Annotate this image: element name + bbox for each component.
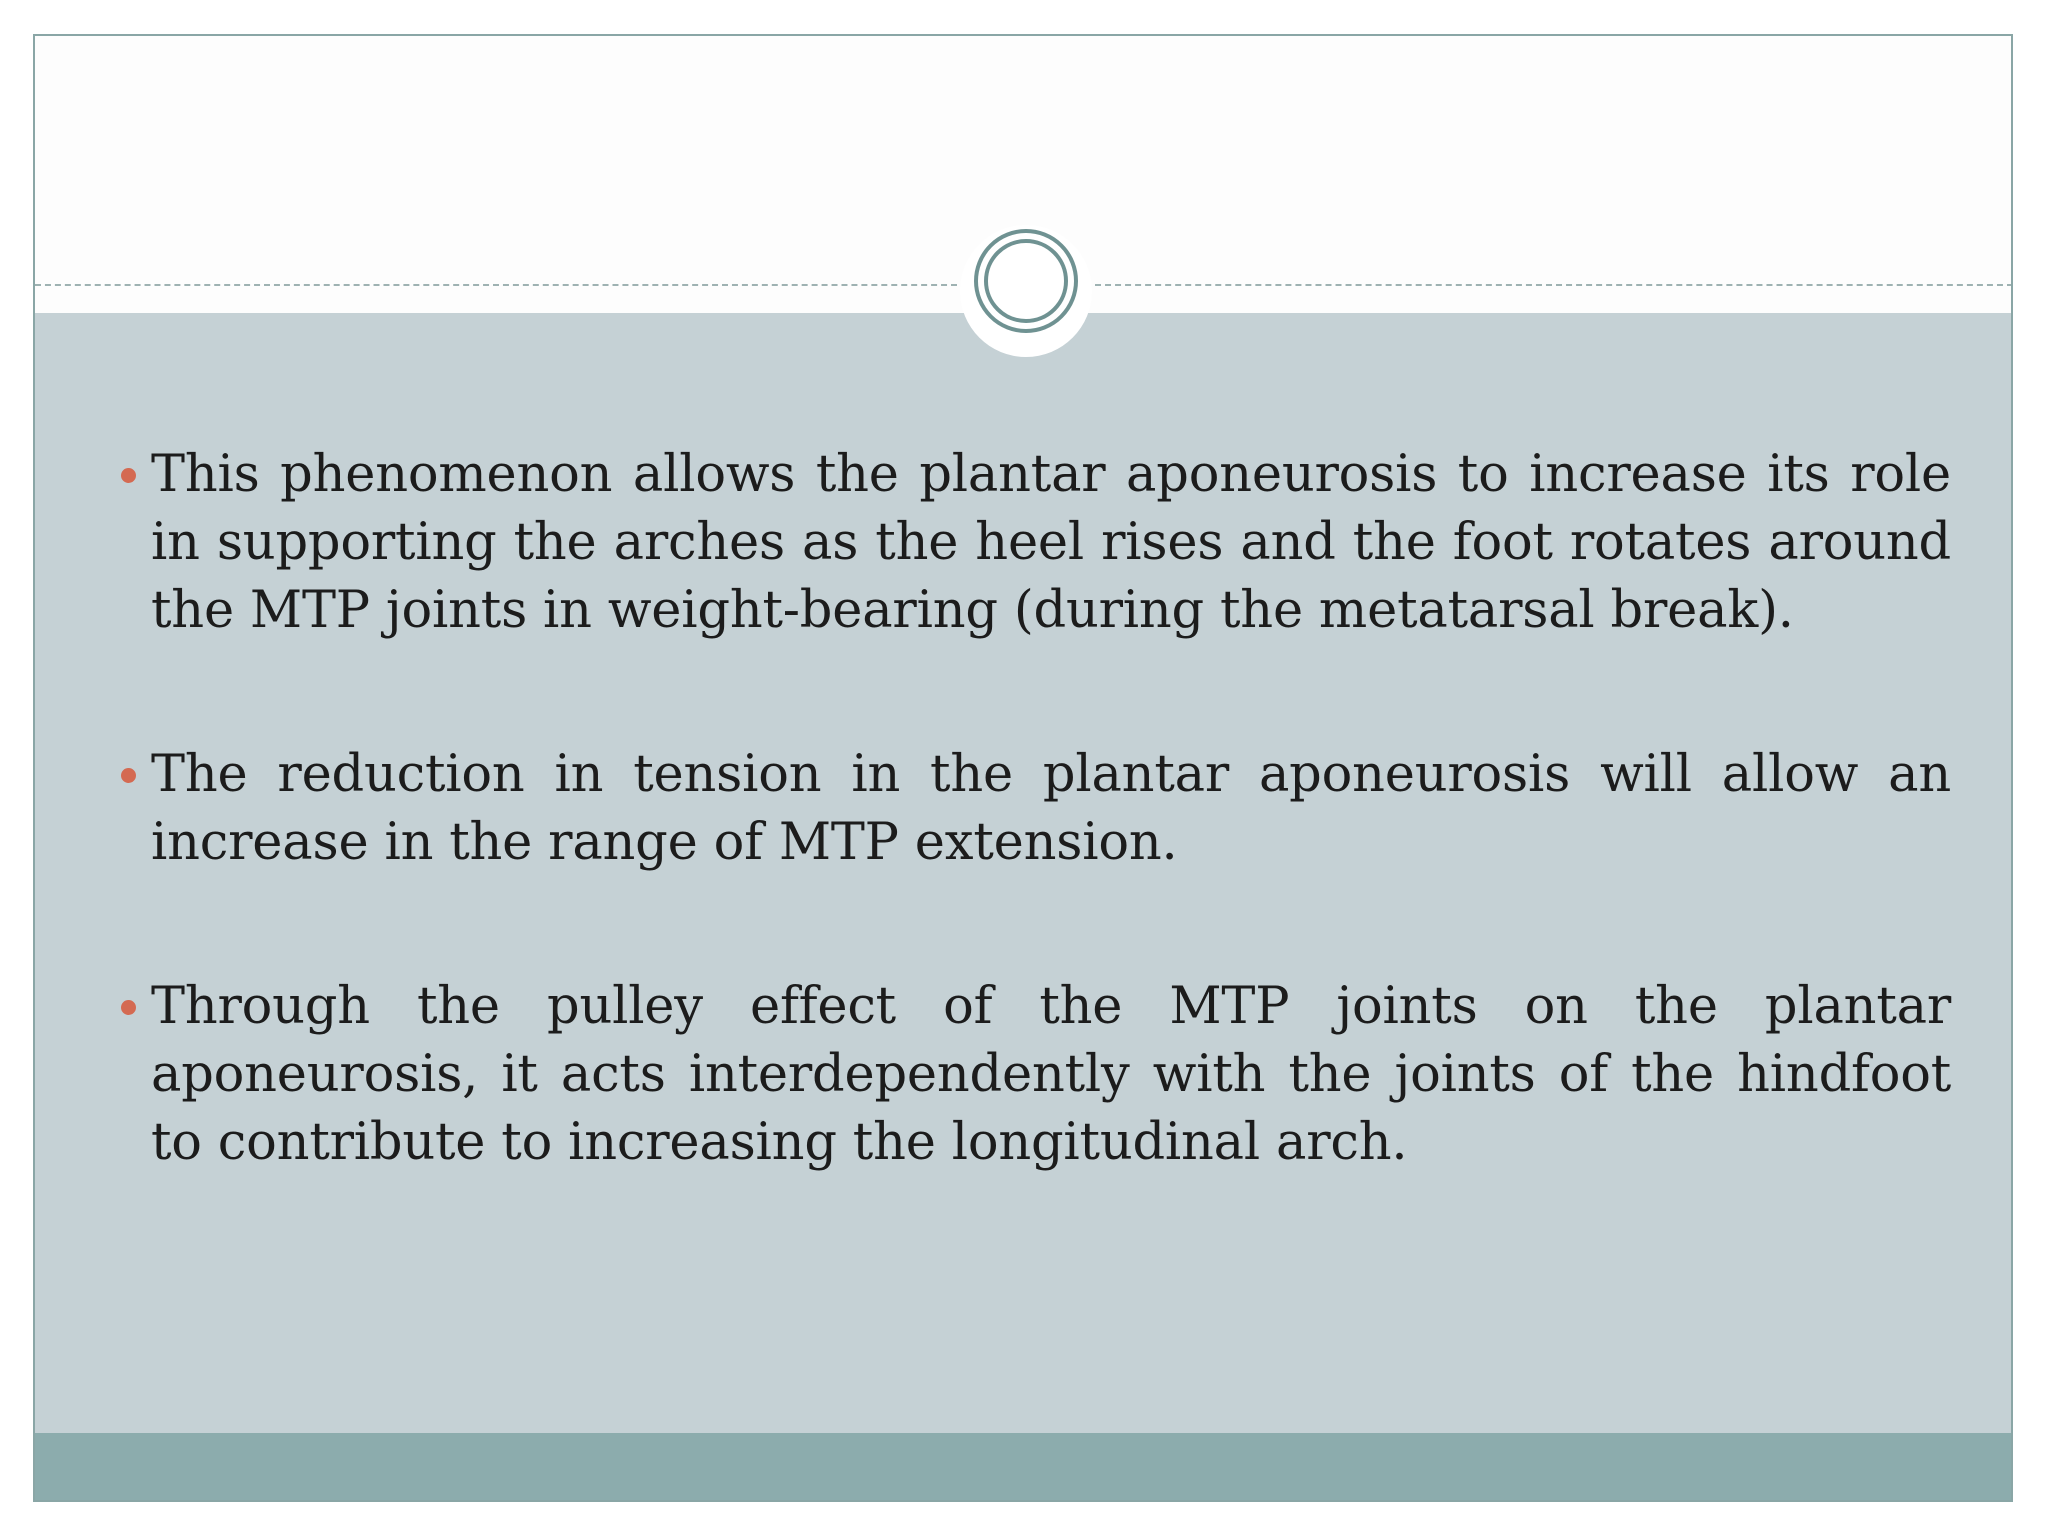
bullet-dot-icon: [121, 1000, 136, 1015]
bullet-text: Through the pulley effect of the MTP joints on the plantar aponeurosis, it acts interdependently with the joints of the hindfoot to contribute to increasing the longitudinal arch.: [151, 977, 1951, 1172]
bullet-dot-icon: [121, 768, 136, 783]
bullet-dot-icon: [121, 468, 136, 483]
bullet-item: [151, 973, 1951, 1177]
bullet-text: The reduction in tension in the plantar aponeurosis will allow an increase in the range of MTP extension.: [151, 745, 1951, 872]
bullet-text: This phenomenon allows the plantar aponeurosis to increase its role in supporting the arches as the heel rises and the foot rotates around the MTP joints in weight-bearing (during the metatarsal break).: [151, 445, 1951, 640]
bullet-item: [151, 741, 1951, 877]
bullet-item: [151, 441, 1951, 645]
slide: [33, 34, 2013, 1502]
bullet-list: [35, 36, 2011, 1500]
